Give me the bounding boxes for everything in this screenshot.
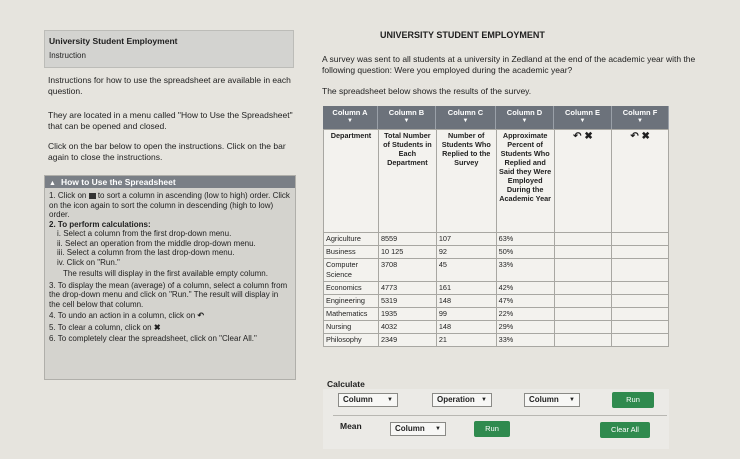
clear-all-button[interactable]: Clear All: [600, 422, 650, 438]
table-header-row: [324, 130, 669, 233]
panel-title: University Student Employment: [49, 36, 178, 46]
column-header-e[interactable]: Column E ▼: [554, 106, 612, 129]
run-button[interactable]: Run: [612, 392, 654, 408]
chevron-down-icon: ▼: [347, 118, 353, 124]
table-cell: [612, 334, 669, 347]
clear-x-icon[interactable]: ✖: [641, 131, 650, 142]
table-row: [324, 246, 669, 259]
table-cell: [612, 321, 669, 334]
calc-column-1-select[interactable]: Column ▼: [338, 393, 398, 407]
undo-icon[interactable]: ↶: [630, 131, 639, 142]
table-cell: Mathematics: [324, 308, 379, 321]
table-cell: 21: [436, 334, 496, 347]
table-cell: 29%: [496, 321, 554, 334]
table-cell: Economics: [324, 282, 379, 295]
chevron-down-icon: ▼: [387, 397, 393, 403]
chevron-down-icon: ▼: [435, 426, 441, 432]
table-cell: 22%: [496, 308, 554, 321]
howto-panel: [44, 175, 296, 380]
table-cell: 10 125: [378, 246, 436, 259]
column-e-actions: [554, 130, 612, 233]
mean-column-select[interactable]: Column ▼: [390, 422, 446, 436]
table-cell: [612, 246, 669, 259]
table-cell: Philosophy: [324, 334, 379, 347]
table-cell: [554, 246, 612, 259]
spreadsheet: [323, 106, 669, 347]
table-cell: 3708: [378, 259, 436, 282]
table-cell: [554, 334, 612, 347]
table-row: [324, 233, 669, 246]
page-title: UNIVERSITY STUDENT EMPLOYMENT: [380, 30, 545, 40]
table-cell: Business: [324, 246, 379, 259]
step-2-iv: iv. Click on "Run.": [57, 257, 120, 267]
table-cell: [612, 233, 669, 246]
clear-x-icon[interactable]: ✖: [584, 131, 593, 142]
chevron-down-icon: ▼: [462, 118, 469, 124]
instruction-para-2: They are located in a menu called "How to Use the Spreadsheet" that can be opened and closed.: [48, 110, 293, 131]
howto-toggle-bar[interactable]: [45, 176, 295, 188]
column-f-actions: [612, 130, 669, 233]
panel-subtitle: Instruction: [49, 51, 86, 60]
calc-column-2-select[interactable]: Column ▼: [524, 393, 580, 407]
table-cell: Agriculture: [324, 233, 379, 246]
chevron-down-icon: ▼: [569, 397, 575, 403]
table-cell: [554, 321, 612, 334]
table-cell: 33%: [496, 334, 554, 347]
step-5: 5. To clear a column, click on ✖: [49, 322, 161, 332]
survey-intro-2: The spreadsheet below shows the results of the survey.: [322, 86, 532, 96]
step-1: 1. Click on to sort a column in ascending (low to high) order. Click on the icon again to sort the column in descending (high to low) order.: [49, 191, 290, 219]
step-2: 2. To perform calculations:: [49, 219, 151, 229]
table-cell: [554, 259, 612, 282]
instruction-header: [44, 30, 294, 68]
mean-run-button[interactable]: Run: [474, 421, 510, 437]
table-cell: 45: [436, 259, 496, 282]
chevron-down-icon: ▼: [579, 118, 586, 124]
data-table: [323, 129, 669, 347]
table-cell: [612, 282, 669, 295]
mean-label: Mean: [340, 421, 362, 431]
divider: [333, 415, 667, 416]
table-cell: 99: [436, 308, 496, 321]
table-cell: 50%: [496, 246, 554, 259]
chevron-up-icon: ▲: [49, 180, 56, 187]
table-row: [324, 321, 669, 334]
table-cell: [554, 282, 612, 295]
table-cell: [554, 295, 612, 308]
table-cell: 33%: [496, 259, 554, 282]
survey-intro: A survey was sent to all students at a university in Zedland at the end of the academic year with the following question: Were you employed during the academic year?: [322, 54, 696, 75]
table-row: [324, 259, 669, 282]
calculate-label: Calculate: [327, 379, 365, 389]
column-header-a[interactable]: Column A ▼: [323, 106, 378, 129]
instruction-para-3: Click on the bar below to open the instructions. Click on the bar again to close the instructions.: [48, 141, 286, 162]
howto-title: How to Use the Spreadsheet: [60, 177, 176, 187]
step-3: 3. To display the mean (average) of a column, select a column from the drop-down menu and click on "Run." The result will display in the cell below that column.: [49, 280, 288, 309]
table-cell: [612, 308, 669, 321]
table-row: [324, 334, 669, 347]
column-header-d[interactable]: Column D ▼: [496, 106, 554, 129]
table-cell: [612, 259, 669, 282]
step-4: 4. To undo an action in a column, click on ↶: [49, 311, 205, 320]
column-header-b[interactable]: Column B ▼: [378, 106, 436, 129]
table-cell: 1935: [378, 308, 436, 321]
table-cell: [554, 308, 612, 321]
table-cell: Engineering: [324, 295, 379, 308]
table-row: [324, 282, 669, 295]
table-cell: 42%: [496, 282, 554, 295]
table-cell: 148: [436, 321, 496, 334]
chevron-down-icon: ▼: [521, 118, 528, 124]
header-cell: Approximate Percent of Students Who Replied and Said they Were Employed During the Academic Year: [496, 130, 554, 233]
step-2-ii: ii. Select an operation from the middle drop-down menu.: [57, 238, 256, 248]
chevron-down-icon: ▼: [403, 118, 410, 124]
step-2-note: The results will display in the first available empty column.: [63, 269, 268, 278]
calc-operation-select[interactable]: Operation ▼: [432, 393, 492, 407]
table-cell: 47%: [496, 295, 554, 308]
step-2-i: i. Select a column from the first drop-down menu.: [57, 229, 232, 238]
clear-x-icon: ✖: [153, 322, 161, 332]
table-row: [324, 308, 669, 321]
header-cell: Number of Students Who Replied to the Survey: [436, 130, 496, 233]
table-cell: 4773: [378, 282, 436, 295]
step-2-iii: iii. Select a column from the last drop-down menu.: [57, 248, 235, 257]
table-cell: Computer Science: [324, 259, 379, 282]
table-cell: 161: [436, 282, 496, 295]
instruction-para-1: Instructions for how to use the spreadsheet are available in each question.: [48, 75, 291, 96]
chevron-down-icon: ▼: [481, 397, 487, 403]
sort-icon: [89, 193, 96, 199]
step-6: 6. To completely clear the spreadsheet, click on "Clear All.": [49, 334, 257, 343]
chevron-down-icon: ▼: [637, 118, 643, 124]
column-header-c[interactable]: Column C ▼: [436, 106, 496, 129]
table-cell: 4032: [378, 321, 436, 334]
table-row: [324, 295, 669, 308]
table-cell: 5319: [378, 295, 436, 308]
table-cell: 148: [436, 295, 496, 308]
undo-icon[interactable]: ↶: [573, 131, 582, 142]
undo-icon: ↶: [197, 311, 205, 320]
instruction-panel: [0, 0, 300, 459]
header-cell: Total Number of Students in Each Department: [378, 130, 436, 233]
header-cell: Department: [324, 130, 379, 233]
table-cell: 92: [436, 246, 496, 259]
table-cell: 107: [436, 233, 496, 246]
column-header-f[interactable]: Column F ▼: [612, 106, 669, 129]
table-cell: 63%: [496, 233, 554, 246]
table-cell: [612, 295, 669, 308]
table-cell: 2349: [378, 334, 436, 347]
table-cell: 8559: [378, 233, 436, 246]
table-cell: Nursing: [324, 321, 379, 334]
column-headers: [323, 106, 669, 129]
table-cell: [554, 233, 612, 246]
